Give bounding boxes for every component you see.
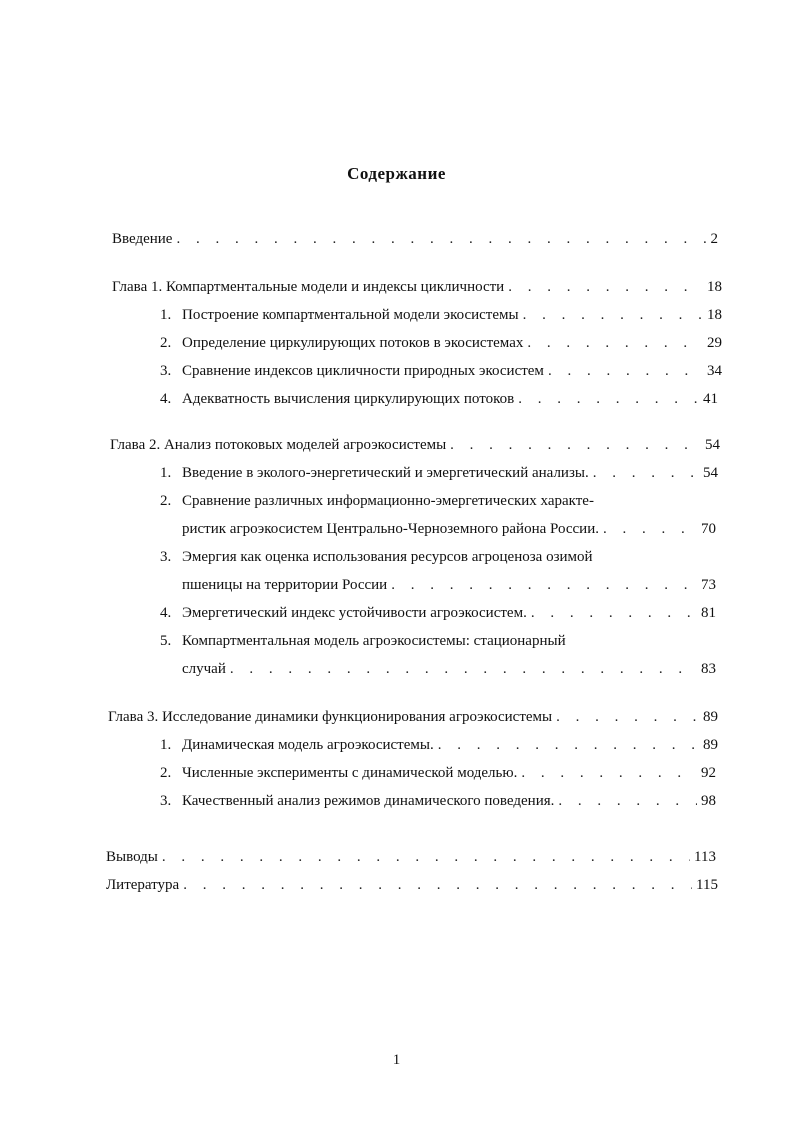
toc-page-number: 2 xyxy=(710,231,718,247)
section-number: 1. xyxy=(160,465,172,481)
toc-entry-label: Литература xyxy=(106,877,180,893)
toc-section-continuation xyxy=(182,519,716,539)
toc-section xyxy=(160,603,716,623)
section-number: 3. xyxy=(160,363,172,379)
toc-page-number: 18 xyxy=(707,279,722,295)
toc-chapter-2 xyxy=(110,435,720,455)
section-label: Определение циркулирующих потоков в экосистемах xyxy=(182,335,524,351)
section-number: 1. xyxy=(160,307,172,323)
section-number: 2. xyxy=(160,765,172,781)
toc-section xyxy=(160,791,716,811)
toc-page-number: 89 xyxy=(703,737,718,753)
toc-chapter-3 xyxy=(108,707,718,727)
toc-page-number: 73 xyxy=(701,577,716,593)
dot-leader xyxy=(603,519,697,539)
toc-chapter-label: Глава 2. Анализ потоковых моделей агроэкосистемы xyxy=(110,437,447,453)
toc-entry-conclusions xyxy=(106,847,716,867)
toc-section xyxy=(160,547,593,567)
toc-section xyxy=(160,305,722,325)
toc-section xyxy=(160,333,722,353)
section-label-continuation: ристик агроэкосистем Центрально-Черноземного района России. xyxy=(182,521,599,537)
toc-chapter-label: Глава 3. Исследование динамики функционирования агроэкосистемы xyxy=(108,709,553,725)
toc-page-number: 54 xyxy=(703,465,718,481)
section-number: 1. xyxy=(160,737,172,753)
dot-leader xyxy=(230,659,697,679)
section-label: Построение компартментальной модели экосистемы xyxy=(182,307,519,323)
section-label: Качественный анализ режимов динамического поведения. xyxy=(182,793,555,809)
toc-page-number: 18 xyxy=(707,307,722,323)
dot-leader xyxy=(176,229,706,249)
toc-entry-literature xyxy=(106,875,718,895)
toc-page-number: 29 xyxy=(707,335,722,351)
toc-page-number: 34 xyxy=(707,363,722,379)
page-title: Содержание xyxy=(347,164,446,183)
section-label: Численные эксперименты с динамической моделью. xyxy=(182,765,518,781)
toc-page-number: 70 xyxy=(701,521,716,537)
toc-section xyxy=(160,389,718,409)
toc-section-continuation xyxy=(182,659,716,679)
section-label: Адекватность вычисления циркулирующих потоков xyxy=(182,391,515,407)
toc-section xyxy=(160,491,594,511)
toc-page-number: 115 xyxy=(696,877,718,893)
section-number: 2. xyxy=(160,335,172,351)
section-number: 2. xyxy=(160,493,172,509)
section-label: Компартментальная модель агроэкосистемы: стационарный xyxy=(182,633,566,649)
page-number: 1 xyxy=(392,1052,401,1068)
toc-page-number: 92 xyxy=(701,765,716,781)
section-label: Сравнение индексов цикличности природных экосистем xyxy=(182,363,544,379)
section-label: Сравнение различных информационно-эмергетических характе- xyxy=(182,493,594,509)
toc-section xyxy=(160,361,722,381)
dot-leader xyxy=(508,277,703,297)
dot-leader xyxy=(556,707,699,727)
section-number: 3. xyxy=(160,549,172,565)
dot-leader xyxy=(183,875,692,895)
dot-leader xyxy=(450,435,701,455)
toc-chapter-1 xyxy=(112,277,722,297)
toc-page-number: 41 xyxy=(703,391,718,407)
section-label: Введение в эколого-энергетический и эмергетический анализы. xyxy=(182,465,589,481)
toc-entry-label: Введение xyxy=(112,231,173,247)
section-number: 4. xyxy=(160,605,172,621)
section-number: 3. xyxy=(160,793,172,809)
dot-leader xyxy=(558,791,697,811)
toc-section xyxy=(160,631,566,651)
dot-leader xyxy=(548,361,703,381)
section-number: 5. xyxy=(160,633,172,649)
dot-leader xyxy=(523,305,703,325)
section-number: 4. xyxy=(160,391,172,407)
section-label: Эмергетический индекс устойчивости агроэкосистем. xyxy=(182,605,527,621)
toc-chapter-label: Глава 1. Компартментальные модели и индексы цикличности xyxy=(112,279,505,295)
toc-page-number: 89 xyxy=(703,709,718,725)
toc-section xyxy=(160,763,716,783)
dot-leader xyxy=(162,847,690,867)
dot-leader xyxy=(391,575,697,595)
toc-entry-intro xyxy=(112,229,718,249)
toc-page-number: 54 xyxy=(705,437,720,453)
dot-leader xyxy=(593,463,699,483)
section-label-continuation: случай xyxy=(182,661,226,677)
dot-leader xyxy=(518,389,699,409)
section-label: Эмергия как оценка использования ресурсов агроценоза озимой xyxy=(182,549,593,565)
section-label: Динамическая модель агроэкосистемы. xyxy=(182,737,434,753)
section-label-continuation: пшеницы на территории России xyxy=(182,577,388,593)
toc-page-number: 81 xyxy=(701,605,716,621)
toc-section xyxy=(160,463,718,483)
dot-leader xyxy=(527,333,703,353)
toc-page-number: 83 xyxy=(701,661,716,677)
toc-section xyxy=(160,735,718,755)
dot-leader xyxy=(531,603,697,623)
toc-section-continuation xyxy=(182,575,716,595)
dot-leader xyxy=(521,763,697,783)
toc-page-number: 113 xyxy=(694,849,716,865)
toc-page-number: 98 xyxy=(701,793,716,809)
toc-entry-label: Выводы xyxy=(106,849,158,865)
dot-leader xyxy=(438,735,699,755)
